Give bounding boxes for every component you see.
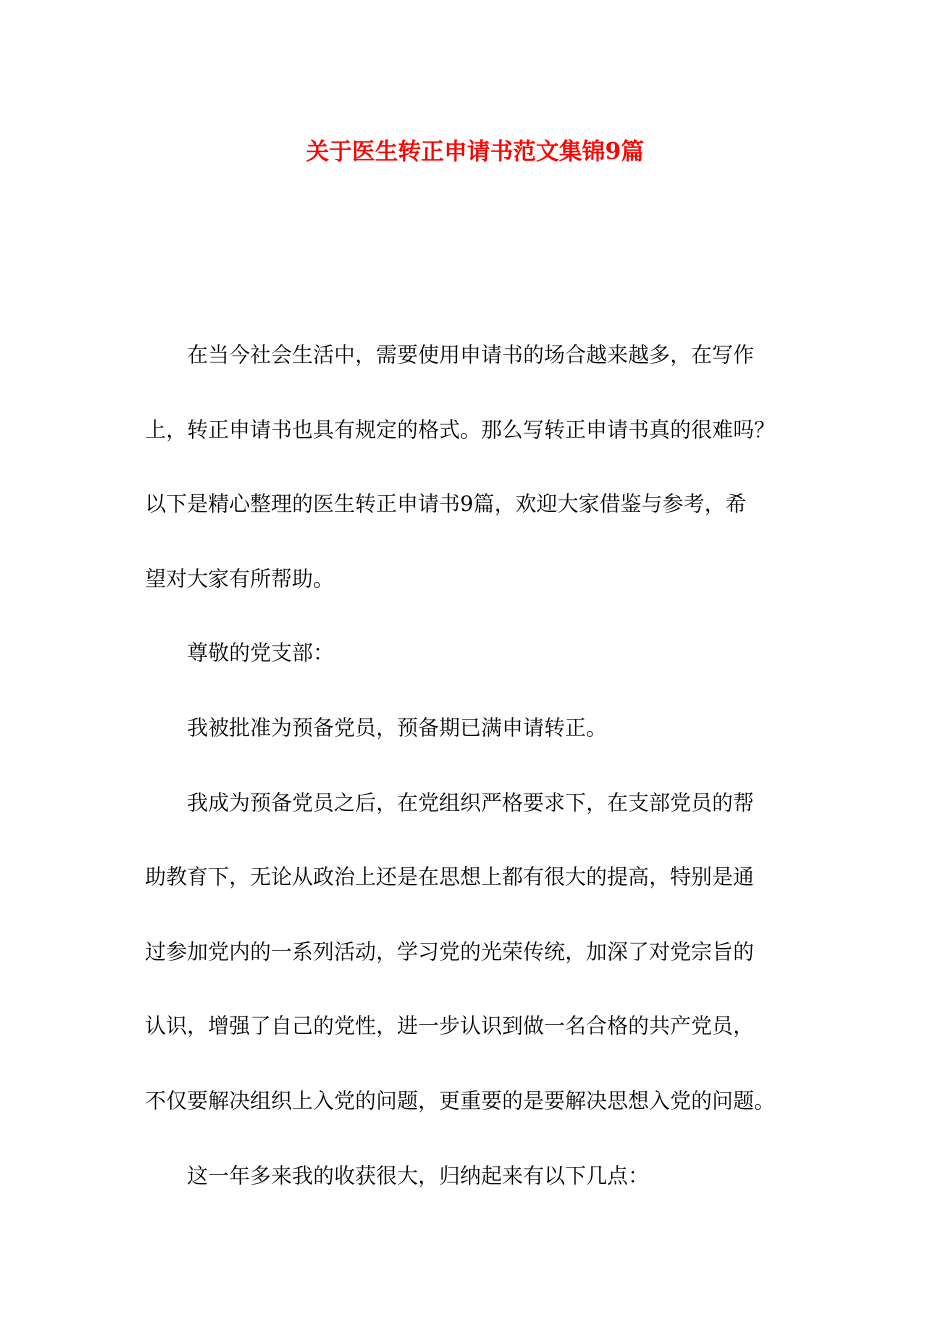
paragraph-progress — [145, 766, 807, 1139]
paragraph-line: 这一年多来我的收获很大，归纳起来有以下几点： — [187, 1163, 649, 1188]
paragraph-line: 助教育下，无论从政治上还是在思想上都有很大的提高，特别是通 — [145, 865, 754, 890]
document-title: 关于医生转正申请书范文集锦9篇 — [305, 138, 644, 165]
paragraph-line: 我成为预备党员之后，在党组织严格要求下，在支部党员的帮 — [187, 790, 754, 815]
paragraph-summary — [145, 1139, 807, 1214]
paragraph-line: 认识，增强了自己的党性，进一步认识到做一名合格的共产党员， — [145, 1014, 754, 1039]
paragraph-line: 望对大家有所帮助。 — [145, 566, 334, 591]
paragraph-line: 尊敬的党支部： — [187, 641, 334, 666]
paragraph-salutation — [145, 616, 807, 691]
paragraph-intro — [145, 318, 807, 616]
paragraph-line: 不仅要解决组织上入党的问题，更重要的是要解决思想入党的问题。 — [145, 1088, 775, 1113]
document-body — [145, 318, 807, 1213]
paragraph-line: 在当今社会生活中，需要使用申请书的场合越来越多，在写作 — [187, 343, 754, 367]
paragraph-line: 我被批准为预备党员，预备期已满申请转正。 — [187, 715, 607, 740]
paragraph-line: 以下是精心整理的医生转正申请书9篇，欢迎大家借鉴与参考，希 — [145, 492, 747, 517]
paragraph-line: 上，转正申请书也具有规定的格式。那么写转正申请书真的很难吗？ — [145, 417, 775, 442]
paragraph-request — [145, 691, 807, 766]
paragraph-line: 过参加党内的一系列活动，学习党的光荣传统，加深了对党宗旨的 — [145, 939, 754, 964]
